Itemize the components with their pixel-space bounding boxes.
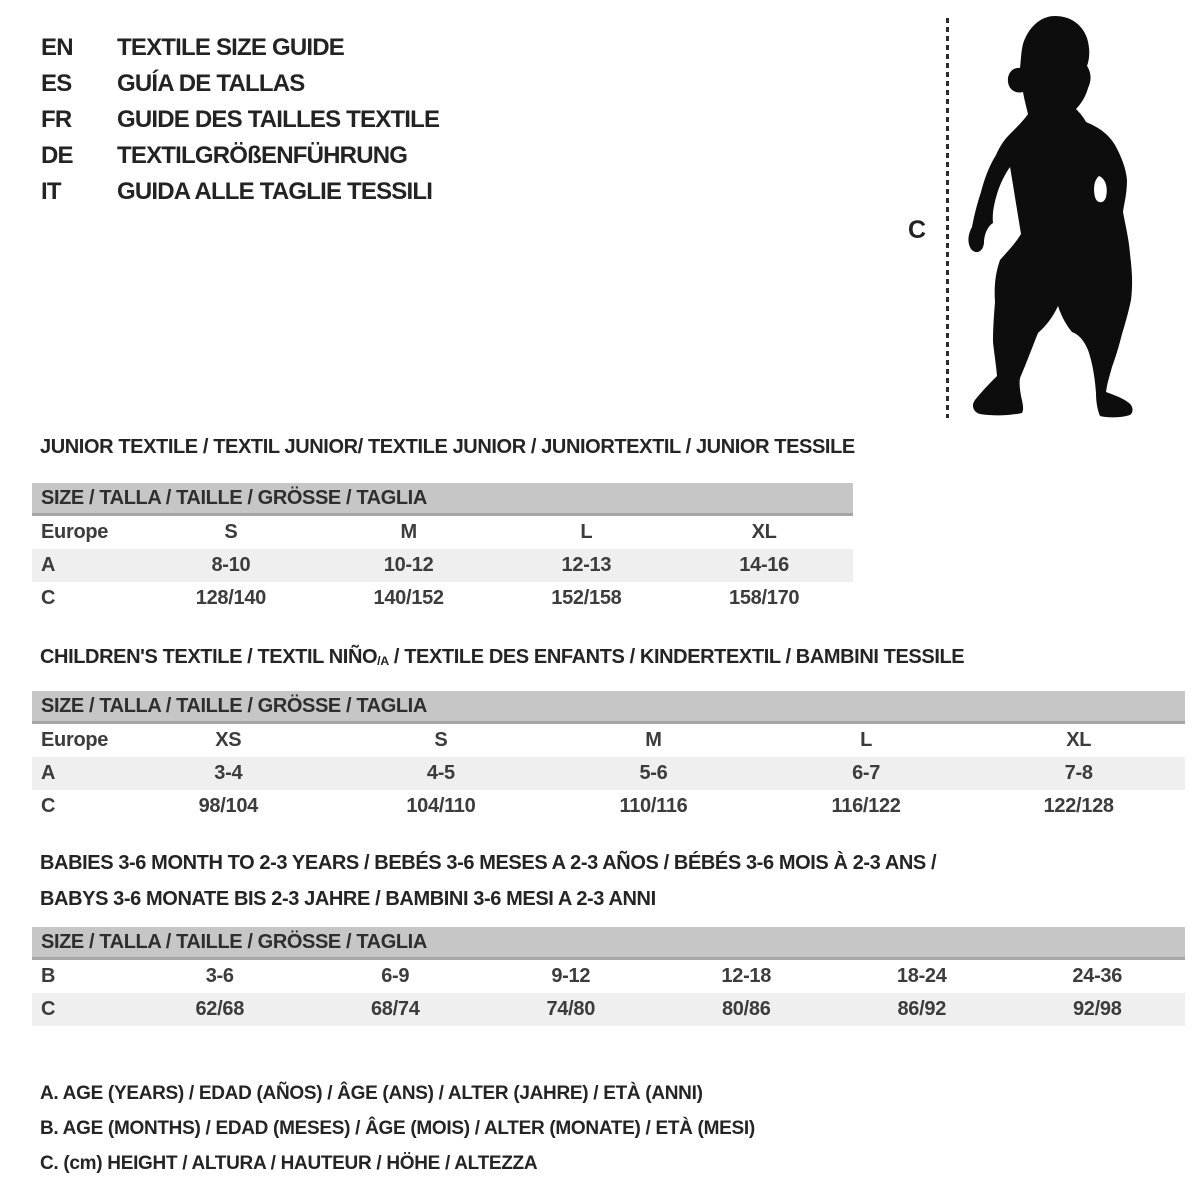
table-row bbox=[32, 724, 1185, 757]
row-label: C bbox=[41, 998, 56, 1020]
table-row bbox=[32, 516, 853, 549]
section-title-line bbox=[40, 881, 936, 917]
table-cell: 6-9 bbox=[381, 965, 410, 987]
size-table-body bbox=[32, 516, 853, 615]
table-cell: XS bbox=[215, 729, 242, 751]
table-cell: 116/122 bbox=[831, 795, 901, 817]
table-cell: 9-12 bbox=[551, 965, 591, 987]
table-cell: XL bbox=[751, 521, 777, 543]
language-code: ES bbox=[41, 70, 72, 97]
section-title-text: JUNIOR TEXTILE / TEXTIL JUNIOR/ TEXTILE JUNIOR / JUNIORTEXTIL / JUNIOR TESSILE bbox=[40, 436, 855, 458]
size-table-header: SIZE / TALLA / TAILLE / GRÖSSE / TAGLIA bbox=[32, 483, 853, 516]
table-cell: L bbox=[580, 521, 593, 543]
section-title bbox=[40, 845, 936, 917]
table-cell: 122/128 bbox=[1043, 795, 1114, 817]
table-cell: 3-6 bbox=[205, 965, 234, 987]
table-cell: 86/92 bbox=[897, 998, 947, 1020]
language-code: EN bbox=[41, 34, 73, 61]
row-label: B bbox=[41, 965, 56, 987]
row-label: Europe bbox=[41, 521, 109, 543]
table-cell: 10-12 bbox=[383, 554, 434, 576]
legend-line: B. AGE (MONTHS) / EDAD (MESES) / ÂGE (MOIS) / ALTER (MONATE) / ETÀ (MESI) bbox=[40, 1118, 755, 1139]
table-cell: 80/86 bbox=[721, 998, 771, 1020]
table-cell: S bbox=[434, 729, 448, 751]
table-cell: 7-8 bbox=[1064, 762, 1093, 784]
size-table bbox=[32, 927, 1185, 1026]
size-table-header: SIZE / TALLA / TAILLE / GRÖSSE / TAGLIA bbox=[32, 927, 1185, 960]
row-label: Europe bbox=[41, 729, 109, 751]
section-title-text: BABYS 3-6 MONATE BIS 2-3 JAHRE / BAMBINI 3-6 MESI A 2-3 ANNI bbox=[40, 888, 656, 910]
language-code: FR bbox=[41, 106, 72, 133]
table-cell: 12-18 bbox=[721, 965, 772, 987]
table-cell: 8-10 bbox=[211, 554, 251, 576]
table-cell: 5-6 bbox=[639, 762, 668, 784]
size-table bbox=[32, 691, 1185, 823]
table-cell: XL bbox=[1066, 729, 1092, 751]
table-cell: M bbox=[645, 729, 662, 751]
baby-silhouette-body bbox=[968, 16, 1132, 417]
table-row bbox=[32, 993, 1185, 1026]
table-cell: 128/140 bbox=[195, 587, 266, 609]
legend bbox=[40, 1076, 755, 1181]
table-cell: 158/170 bbox=[729, 587, 800, 609]
table-cell: 68/74 bbox=[370, 998, 420, 1020]
language-row bbox=[41, 66, 439, 102]
size-table-body bbox=[32, 960, 1185, 1026]
table-row bbox=[32, 549, 853, 582]
table-cell: 98/104 bbox=[198, 795, 258, 817]
language-row bbox=[41, 102, 439, 138]
legend-line: A. AGE (YEARS) / EDAD (AÑOS) / ÂGE (ANS) / ALTER (JAHRE) / ETÀ (ANNI) bbox=[40, 1083, 703, 1104]
section-title-line bbox=[40, 845, 936, 881]
table-cell: 104/110 bbox=[406, 795, 476, 817]
table-row bbox=[32, 757, 1185, 790]
baby-silhouette bbox=[960, 12, 1145, 420]
table-cell: 4-5 bbox=[426, 762, 455, 784]
section-title-text: / TEXTILE DES ENFANTS / KINDERTEXTIL / BAMBINI TESSILE bbox=[388, 646, 965, 668]
row-label: C bbox=[41, 795, 56, 817]
table-row bbox=[32, 790, 1185, 823]
language-row bbox=[41, 30, 439, 66]
language-row bbox=[41, 174, 439, 210]
row-label: C bbox=[41, 587, 56, 609]
table-cell: 14-16 bbox=[739, 554, 789, 576]
section-title bbox=[40, 639, 964, 675]
language-guide-title: TEXTILE SIZE GUIDE bbox=[117, 34, 344, 61]
language-title-list bbox=[41, 30, 439, 210]
language-guide-title: GUIDA ALLE TAGLIE TESSILI bbox=[117, 178, 433, 205]
size-table-body bbox=[32, 724, 1185, 823]
language-code: IT bbox=[41, 178, 61, 205]
table-cell: M bbox=[400, 521, 417, 543]
table-cell: L bbox=[860, 729, 873, 751]
language-code: DE bbox=[41, 142, 73, 169]
size-table bbox=[32, 483, 853, 615]
size-table-header: SIZE / TALLA / TAILLE / GRÖSSE / TAGLIA bbox=[32, 691, 1185, 724]
row-label: A bbox=[41, 762, 56, 784]
language-guide-title: GUÍA DE TALLAS bbox=[117, 70, 305, 97]
row-label: A bbox=[41, 554, 56, 576]
section-title-text: /A bbox=[377, 654, 389, 669]
table-cell: 152/158 bbox=[551, 587, 622, 609]
section-title bbox=[40, 429, 855, 465]
table-cell: 110/116 bbox=[619, 795, 688, 817]
language-guide-title: TEXTILGRÖßENFÜHRUNG bbox=[117, 142, 408, 169]
legend-line: C. (cm) HEIGHT / ALTURA / HAUTEUR / HÖHE / ALTEZZA bbox=[40, 1153, 538, 1174]
table-cell: 140/152 bbox=[373, 587, 444, 609]
language-guide-title: GUIDE DES TAILLES TEXTILE bbox=[117, 106, 440, 133]
table-cell: S bbox=[224, 521, 238, 543]
table-cell: 12-13 bbox=[561, 554, 612, 576]
table-row bbox=[32, 960, 1185, 993]
table-cell: 3-4 bbox=[214, 762, 243, 784]
table-cell: 92/98 bbox=[1072, 998, 1122, 1020]
height-dimension-line bbox=[946, 18, 949, 418]
table-cell: 24-36 bbox=[1072, 965, 1123, 987]
table-row bbox=[32, 582, 853, 615]
section-title-line bbox=[40, 639, 964, 675]
language-row bbox=[41, 138, 439, 174]
section-title-line bbox=[40, 429, 855, 465]
table-cell: 18-24 bbox=[896, 965, 947, 987]
section-title-text: BABIES 3-6 MONTH TO 2-3 YEARS / BEBÉS 3-6 MESES A 2-3 AÑOS / BÉBÉS 3-6 MOIS À 2-3 ANS / bbox=[40, 852, 937, 874]
table-cell: 62/68 bbox=[195, 998, 245, 1020]
height-dimension-label: C bbox=[908, 216, 926, 244]
table-cell: 74/80 bbox=[546, 998, 596, 1020]
section-title-text: CHILDREN'S TEXTILE / TEXTIL NIÑO bbox=[40, 646, 378, 668]
table-cell: 6-7 bbox=[852, 762, 881, 784]
